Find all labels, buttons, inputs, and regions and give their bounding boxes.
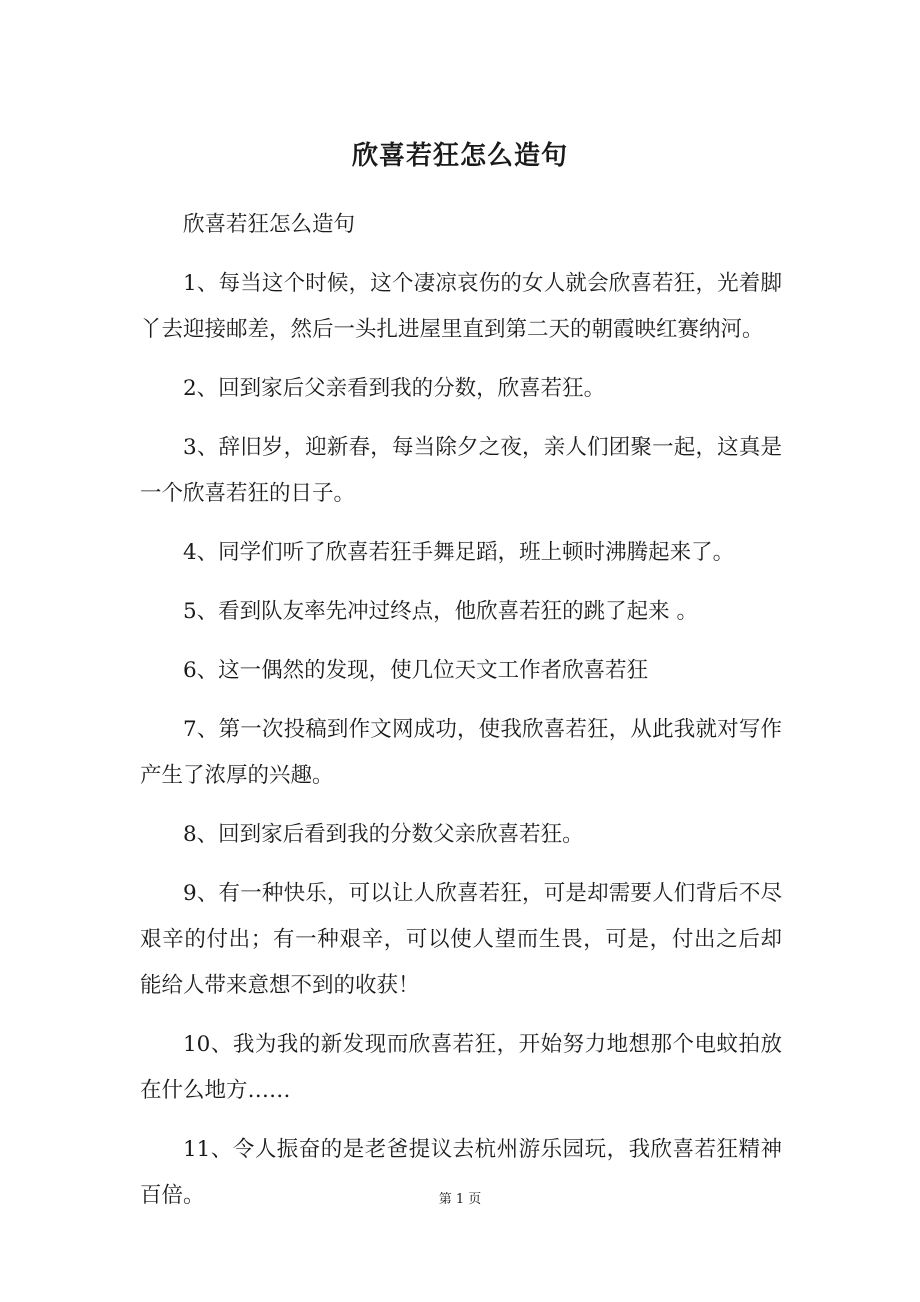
paragraph-heading: 欣喜若狂怎么造句 [183, 212, 356, 237]
sentence-2: 2、回到家后父亲看到我的分数，欣喜若狂。 [183, 376, 606, 401]
page-footer: 第 1 页 [438, 1192, 482, 1207]
sentence-1: 1、每当这个时候，这个凄凉哀伤的女人就会欣喜若狂，光着脚丫去迎接邮差，然后一头扎进屋里直到第二天的朝霞映红赛纳河。 [140, 271, 782, 342]
sentence-9: 9、有一种快乐，可以让人欣喜若狂，可是却需要人们背后不尽艰辛的付出；有一种艰辛，可以使人望而生畏，可是，付出之后却能给人带来意想不到的收获！ [140, 881, 782, 998]
sentence-10: 10、我为我的新发现而欣喜若狂，开始努力地想那个电蚊拍放在什么地方…… [140, 1032, 782, 1103]
document-body [140, 202, 782, 1232]
sentence-4: 4、同学们听了欣喜若狂手舞足蹈，班上顿时沸腾起来了。 [183, 540, 735, 565]
sentence-3: 3、辞旧岁，迎新春，每当除夕之夜，亲人们团聚一起，这真是一个欣喜若狂的日子。 [140, 435, 782, 506]
sentence-11: 11、令人振奋的是老爸提议去杭州游乐园玩，我欣喜若狂精神百倍。 [140, 1137, 782, 1208]
sentence-7: 7、第一次投稿到作文网成功，使我欣喜若狂，从此我就对写作产生了浓厚的兴趣。 [140, 717, 782, 788]
page-title: 欣喜若狂怎么造句 [351, 141, 568, 171]
sentence-6: 6、这一偶然的发现，使几位天文工作者欣喜若狂 [183, 658, 649, 683]
sentence-8: 8、回到家后看到我的分数父亲欣喜若狂。 [183, 822, 584, 847]
sentence-5: 5、看到队友率先冲过终点，他欣喜若狂的跳了起来 。 [183, 599, 699, 624]
